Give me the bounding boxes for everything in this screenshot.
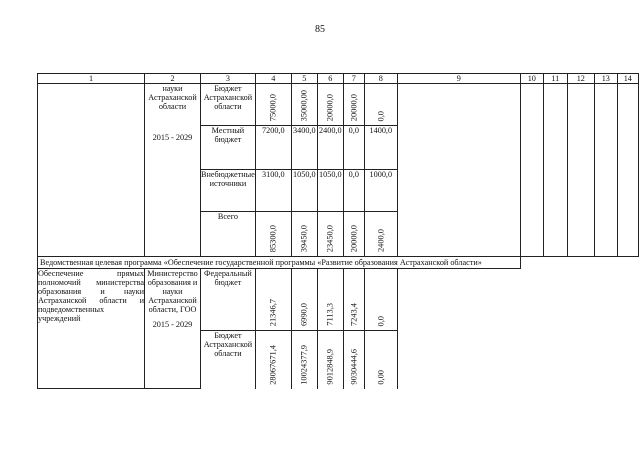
value-cell: 20000,0 [343,212,364,257]
section-title: Ведомственная целевая программа «Обеспечение государственной программы «Развитие образования Астраханской области» [38,257,521,269]
value-cell: 23450,0 [317,212,343,257]
empty-cell [520,257,638,269]
value-cell: 85300,0 [255,212,291,257]
table-row [38,84,639,126]
col-header-4: 4 [255,74,291,84]
value-cell: 1000,0 [364,170,397,212]
source-cell: Внебюджетные источники [201,170,256,212]
value-cell: 0,0 [364,84,397,126]
value-cell: 0,0 [364,269,397,331]
executor-text: Министерство образования и науки Астраханской области, ГОО [147,269,198,314]
source-cell: Бюджет Астраханской области [201,84,256,126]
value-cell: 1050,0 [291,170,317,212]
col-header-14: 14 [617,74,638,84]
value-cell: 7243,4 [343,269,364,331]
col-header-6: 6 [317,74,343,84]
budget-table [37,73,639,389]
empty-cell [543,84,567,257]
col-header-13: 13 [594,74,617,84]
col-header-8: 8 [364,74,397,84]
value-cell: 2400,0 [317,126,343,170]
measure-cell: Обеспечение прямых полномочий министерства образования и науки Астраханской области и подведомственных учреждений [38,269,145,389]
value-cell: 9012848,9 [317,331,343,389]
empty-cell [594,84,617,257]
value-cell: 9030444,6 [343,331,364,389]
col-header-3: 3 [201,74,256,84]
value-cell: 6990,0 [291,269,317,331]
col-header-12: 12 [567,74,594,84]
executor-cell [145,269,201,389]
empty-cell [520,269,638,389]
source-cell: Бюджет Астраханской области [201,331,256,389]
value-cell: 20000,0 [343,84,364,126]
value-cell: 7200,0 [255,126,291,170]
value-cell: 10024377,9 [291,331,317,389]
value-cell: 3400,0 [291,126,317,170]
value-cell: 0,00 [364,331,397,389]
measure-cell [38,84,145,257]
executor-text: науки Астраханской области [148,84,197,111]
period-text: 2015 - 2029 [152,133,193,142]
value-cell: 35000,00 [291,84,317,126]
value-cell: 0,0 [343,170,364,212]
col-header-11: 11 [543,74,567,84]
empty-cell [617,84,638,257]
page-number: 85 [315,24,325,35]
value-cell: 28067671,4 [255,331,291,389]
value-cell: 20000,0 [317,84,343,126]
col-header-2: 2 [145,74,201,84]
section-row [38,257,639,269]
indicator-cell [397,84,520,257]
value-cell: 1400,0 [364,126,397,170]
source-cell: Всего [201,212,256,257]
executor-cell [145,84,201,257]
empty-cell [567,84,594,257]
col-header-9: 9 [397,74,520,84]
indicator-cell [397,269,520,389]
table-row [38,269,639,331]
value-cell: 0,0 [343,126,364,170]
value-cell: 1050,0 [317,170,343,212]
col-header-1: 1 [38,74,145,84]
source-cell: Федеральный бюджет [201,269,256,331]
value-cell: 75000,0 [255,84,291,126]
source-cell: Местный бюджет [201,126,256,170]
period-text: 2015 - 2029 [152,320,193,329]
value-cell: 3100,0 [255,170,291,212]
value-cell: 7113,3 [317,269,343,331]
col-header-10: 10 [520,74,543,84]
col-header-5: 5 [291,74,317,84]
header-row [38,74,639,84]
value-cell: 39450,0 [291,212,317,257]
value-cell: 2400,0 [364,212,397,257]
empty-cell [520,84,543,257]
col-header-7: 7 [343,74,364,84]
value-cell: 21346,7 [255,269,291,331]
